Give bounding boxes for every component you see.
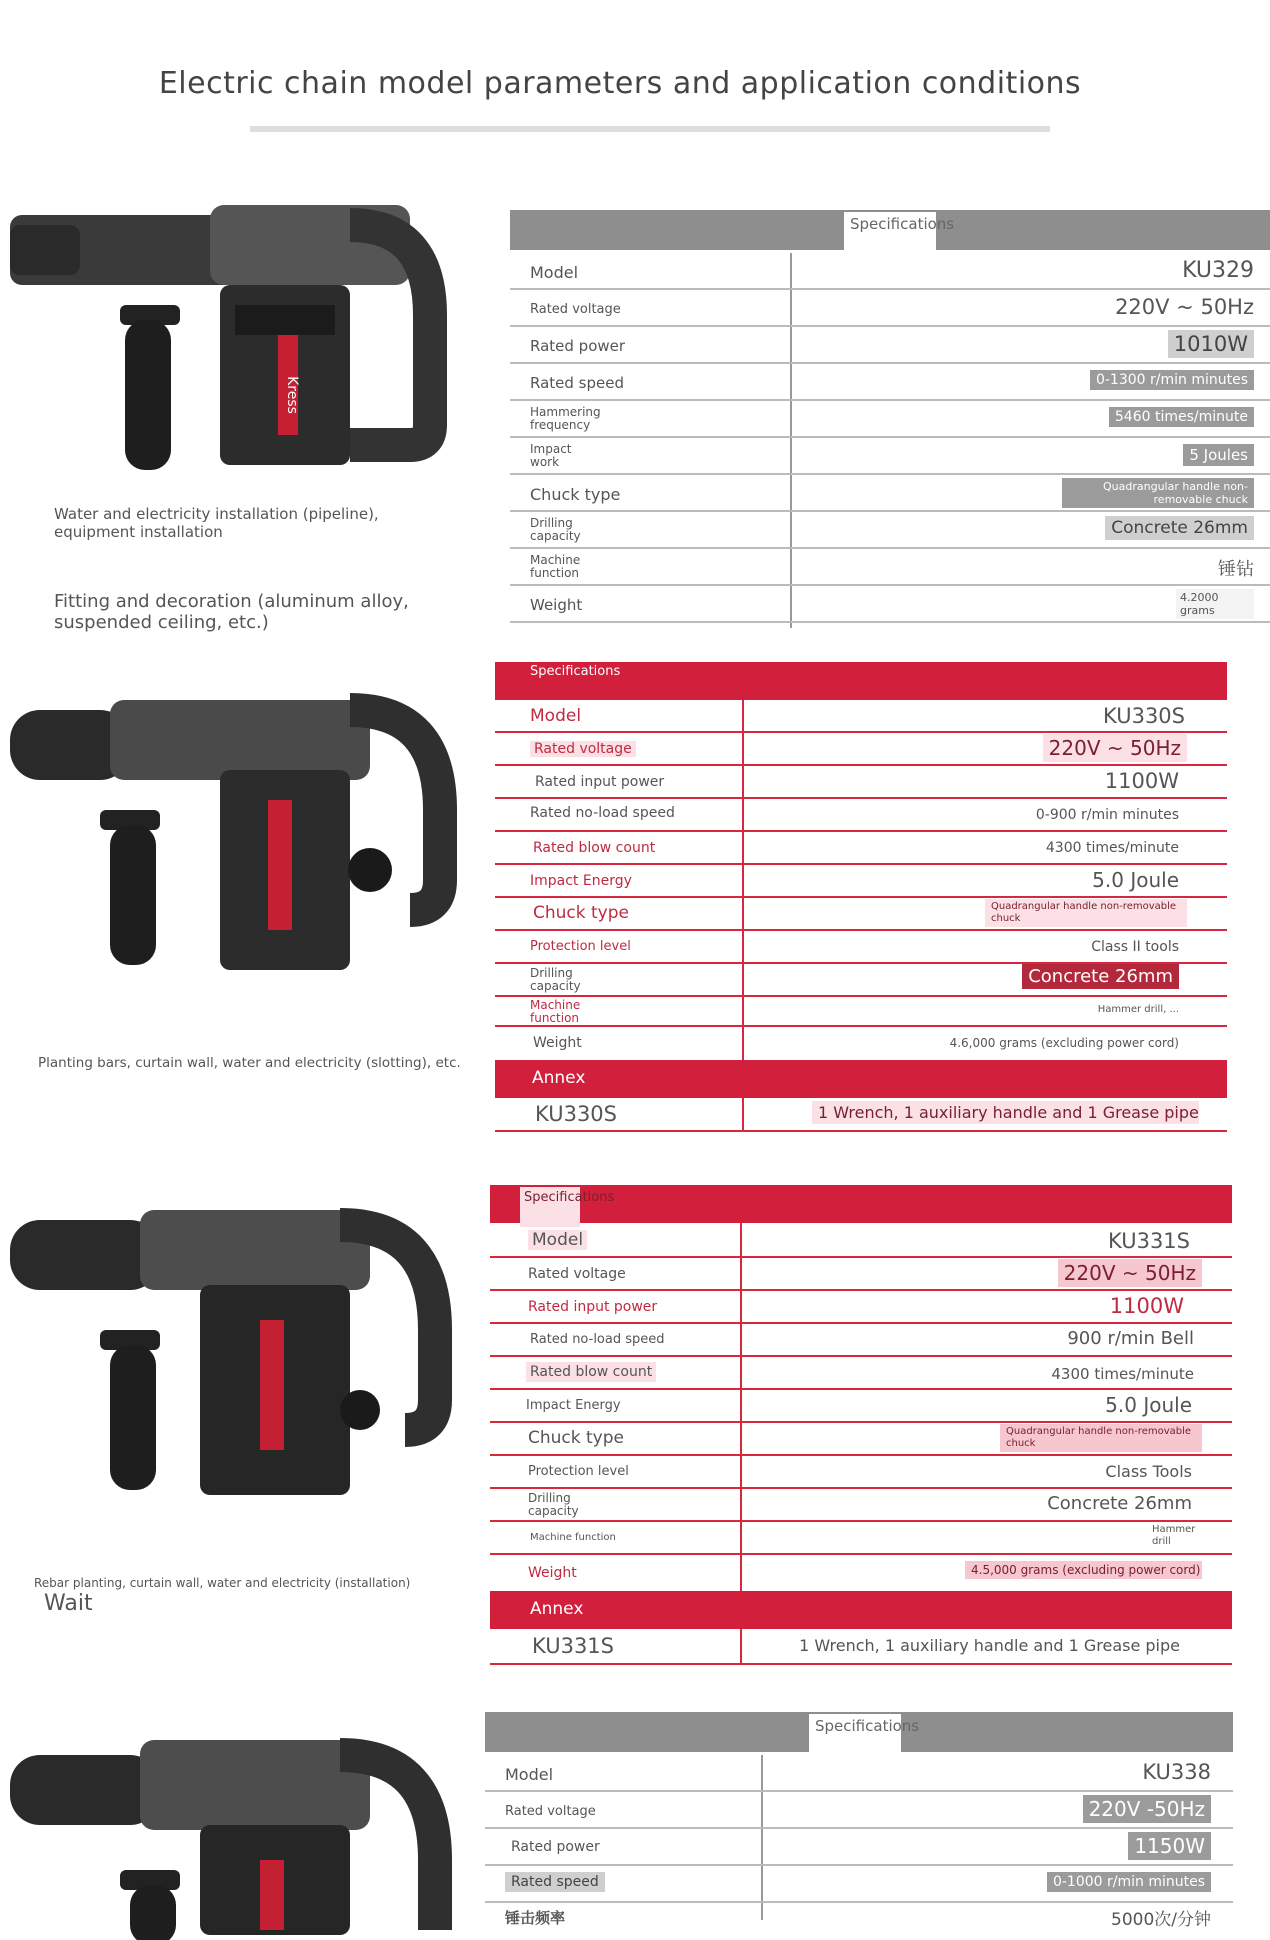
spec-row: Drilling capacity Concrete 26mm xyxy=(510,512,1270,549)
application-caption-2: Fitting and decoration (aluminum alloy, suspended ceiling, etc.) xyxy=(54,591,409,633)
spec-header-label: Specifications xyxy=(520,1187,580,1227)
spec-row: Chuck type Quadrangular handle non-removable chuck xyxy=(510,475,1270,512)
column-divider xyxy=(742,1098,744,1132)
annex-row: KU331S 1 Wrench, 1 auxiliary handle and 1 Grease pipe xyxy=(490,1629,1232,1665)
annex-row: KU330S 1 Wrench, 1 auxiliary handle and 1 Grease pipe xyxy=(495,1098,1227,1132)
spec-row: Rated blow count 4300 times/minute xyxy=(495,832,1227,865)
column-divider xyxy=(740,1629,742,1665)
spec-row: Weight 4.5,000 grams (excluding power cord) xyxy=(528,1563,1201,1581)
spec-row: 锤击频率 5000次/分钟 xyxy=(505,1909,1211,1930)
spec-header xyxy=(510,210,1270,250)
spec-row: Weight 4.2000 grams xyxy=(510,586,1270,623)
hammer-drill-image xyxy=(10,1200,450,1500)
spec-row: Protection level Class Tools xyxy=(490,1456,1232,1489)
spec-header xyxy=(485,1712,1233,1752)
spec-row: Drilling capacity Concrete 26mm xyxy=(490,1489,1232,1522)
spec-row: Model KU329 xyxy=(510,253,1270,290)
spec-row: Impact Energy 5.0 Joule xyxy=(495,865,1227,898)
page-title: Electric chain model parameters and application conditions xyxy=(158,66,1082,101)
spec-header-label: Specifications xyxy=(530,664,621,679)
spec-header-label: Specifications xyxy=(809,1714,901,1760)
spec-row: Model KU330S xyxy=(495,700,1227,733)
spec-header-label: Specifications xyxy=(844,212,936,258)
spec-row: Rated input power 1100W xyxy=(490,1291,1232,1324)
spec-row: Machine function Hammer drill xyxy=(490,1522,1232,1555)
spec-row: Machine function 锤钻 xyxy=(510,549,1270,586)
spec-row: Rated speed 0-1000 r/min minutes xyxy=(485,1866,1233,1903)
spec-row: Rated blow count 4300 times/minute xyxy=(490,1357,1232,1390)
application-caption-1: Planting bars, curtain wall, water and electricity (slotting), etc. xyxy=(38,1055,461,1071)
spec-row: Chuck type Quadrangular handle non-removable chuck xyxy=(490,1423,1232,1456)
spec-row: Rated no-load speed 0-900 r/min minutes xyxy=(495,799,1227,832)
spec-row: Rated voltage 220V -50Hz xyxy=(485,1792,1233,1829)
spec-row: Impact Energy 5.0 Joule xyxy=(490,1390,1232,1423)
spec-row: Rated voltage 220V ~ 50Hz xyxy=(490,1258,1232,1291)
spec-row: Rated no-load speed 900 r/min Bell xyxy=(490,1324,1232,1357)
spec-row: Weight 4.6,000 grams (excluding power cord) xyxy=(533,1035,1179,1051)
spec-row: Rated speed 0-1300 r/min minutes xyxy=(510,364,1270,401)
spec-row: Rated power 1010W xyxy=(510,327,1270,364)
spec-row: Model KU331S xyxy=(490,1225,1232,1258)
spec-row: Rated voltage 220V ~ 50Hz xyxy=(510,290,1270,327)
hammer-drill-image xyxy=(10,680,450,980)
annex-header: Annex xyxy=(495,1060,1227,1098)
spec-row: Hammering frequency 5460 times/minute xyxy=(510,401,1270,438)
annex-header: Annex xyxy=(490,1591,1232,1629)
application-caption-1: Rebar planting, curtain wall, water and electricity (installation) Wait xyxy=(34,1576,411,1616)
spec-row: Rated input power 1100W xyxy=(495,766,1227,799)
spec-row: Impact work 5 Joules xyxy=(510,438,1270,475)
spec-row: Model KU338 xyxy=(485,1755,1233,1792)
spec-table-ku331s xyxy=(490,1185,1232,1665)
hammer-drill-image xyxy=(10,1730,450,1930)
spec-header xyxy=(495,662,1227,700)
spec-table-ku330s xyxy=(495,662,1227,1132)
brand-logo: Kress xyxy=(284,376,300,414)
spec-row: Chuck type Quadrangular handle non-removable chuck xyxy=(495,898,1227,931)
spec-row: Drilling capacity Concrete 26mm xyxy=(495,964,1227,997)
spec-row: Rated voltage 220V ~ 50Hz xyxy=(495,733,1227,766)
title-underline xyxy=(250,126,1050,132)
spec-header xyxy=(490,1185,1232,1223)
spec-table-ku338 xyxy=(485,1712,1233,1930)
application-caption-1: Water and electricity installation (pipeline), equipment installation xyxy=(54,505,379,541)
spec-row: Rated power 1150W xyxy=(485,1829,1233,1866)
spec-table-ku329 xyxy=(510,210,1270,630)
spec-row: Protection level Class II tools xyxy=(495,931,1227,964)
hammer-drill-image xyxy=(10,195,450,495)
spec-row: Machine function Hammer drill, ... xyxy=(495,997,1227,1027)
